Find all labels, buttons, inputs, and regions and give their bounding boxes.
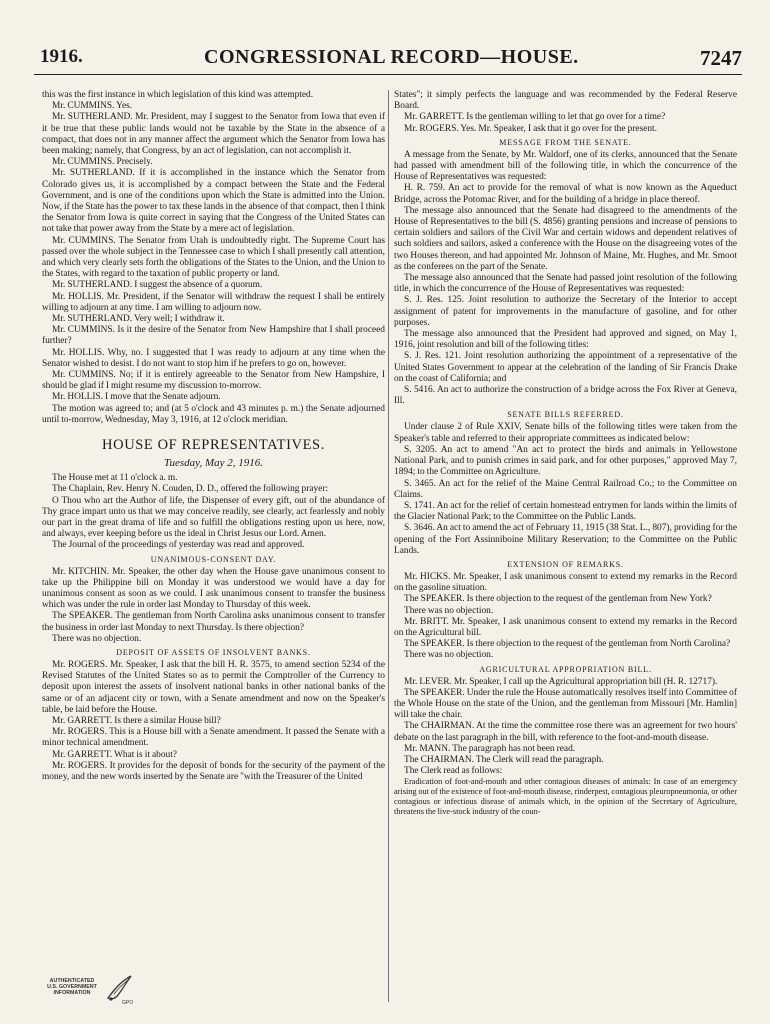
paragraph: Mr. ROGERS. This is a House bill with a Senate amendment. It passed the Senate with a minor technical amendment. [42, 727, 385, 749]
paragraph: There was no objection. [404, 605, 494, 616]
paragraph: S. 1741. An act for the relief of certain homestead entrymen for lands within the limits of the Glacier National Park; to the Committee on the Public Lands. [394, 500, 737, 523]
header-title: CONGRESSIONAL RECORD—HOUSE. [204, 46, 579, 68]
paragraph: Mr. SUTHERLAND. Mr. President, may I suggest to the Senator from Iowa that even if it be true that these public lands would not be taxable by the State in the absence of a compact, that does not in any manner affect the argument which the Senator from Iowa has been making; namely, that Congress, by an act of legislation, can not accomplish it. [42, 112, 385, 157]
paragraph: Mr. CUMMINS. The Senator from Utah is undoubtedly right. The Supreme Court has passed over the whole subject in the Tennessee case to which I shall presently call attention, and which very clearly sets forth the obligations of the States to the Union, and the Union to the States, with regard to the taxation of public property or land. [42, 235, 385, 280]
paragraph: Mr. KITCHIN. Mr. Speaker, the other day when the House gave unanimous consent to take up the Philippine bill on Monday it was understood we would have a day for unanimous consent as soon as we could. I ask unanimous consent to transfer the business which was under the rule in order last Monday to Thursday of this week. [42, 566, 385, 611]
paragraph: The SPEAKER. The gentleman from North Carolina asks unanimous consent to transfer the business in order last Monday to next Thursday. Is there objection? [42, 611, 385, 633]
house-heading: HOUSE OF REPRESENTATIVES. [102, 437, 325, 454]
paragraph: Mr. HOLLIS. Mr. President, if the Senator will withdraw the request I shall be entirely willing to adjourn at any time. I am willing to adjourn now. [42, 291, 385, 313]
section-heading: AGRICULTURAL APPROPRIATION BILL. [479, 664, 652, 674]
paragraph: Mr. GARRETT. What is it about? [52, 749, 177, 760]
paragraph: S. J. Res. 121. Joint resolution authorizing the appointment of a representative of the United States Government to appear at the celebration of the landing of Sir Francis Drake on the coast of California; and [394, 351, 737, 384]
column-divider [388, 90, 389, 1002]
paragraph: S. 5416. An act to authorize the construction of a bridge across the Fox River at Geneva, Ill. [394, 385, 737, 407]
paragraph: Mr. SUTHERLAND. I suggest the absence of a quorum. [52, 280, 263, 291]
paragraph: Mr. SUTHERLAND. Very well; I withdraw it. [52, 314, 225, 325]
left-column [42, 90, 385, 783]
gpo-label: GPO [122, 1000, 134, 1006]
paragraph: S. 3646. An act to amend the act of February 11, 1915 (38 Stat. L., 807), providing for the opening of the Fort Assinniboine Military Reservation; to the Committee on the Public Lands. [394, 523, 737, 556]
paragraph: Mr. BRITT. Mr. Speaker, I ask unanimous consent to extend my remarks in the Record on the Agricultural bill. [394, 616, 737, 638]
paragraph: The Chaplain, Rev. Henry N. Couden, D. D., offered the following prayer: [52, 484, 329, 495]
paragraph: There was no objection. [404, 650, 494, 661]
paragraph: The CHAIRMAN. At the time the committee rose there was an agreement for two hours' debate on the last paragraph in the bill, with reference to the foot-and-mouth disease. [394, 721, 737, 743]
paragraph: Mr. HOLLIS. Why, no. I suggested that I was ready to adjourn at any time when the Senator wished to desist. I do not want to stop him if he prefers to go on, however. [42, 347, 385, 369]
paragraph: Mr. ROGERS. Mr. Speaker, I ask that the bill H. R. 3575, to amend section 5234 of the Revised Statutes of the United States so as to permit the Comptroller of the Currency to deposit upon interest the assets of insolvent national banks in other national banks of the same or of an adjacent city or town, with a Senate amendment and now on the Speaker's table, be laid before the House. [42, 659, 385, 715]
paragraph: The SPEAKER. Under the rule the House automatically resolves itself into Committee of the Whole House on the state of the Union, and the gentleman from Missouri [Mr. Hamlin] will take the chair. [394, 687, 737, 721]
paragraph: Mr. CUMMINS. Precisely. [52, 157, 153, 168]
paragraph: Mr. CUMMINS. No; if it is entirely agreeable to the Senator from New Hampshire, I should be glad if I might resume my discussion to-morrow. [42, 370, 385, 392]
paragraph: Mr. GARRETT. Is there a similar House bill? [52, 715, 221, 726]
paragraph: Mr. HICKS. Mr. Speaker, I ask unanimous consent to extend my remarks in the Record on the gasoline situation. [394, 571, 737, 594]
paragraph: The message also announced that the President had approved and signed, on May 1, 1916, joint resolution and bill of the following titles: [394, 329, 737, 351]
paragraph: Under clause 2 of Rule XXIV, Senate bills of the following titles were taken from the Speaker's table and referred to their appropriate committees as indicated below: [394, 422, 737, 444]
paragraph: H. R. 759. An act to provide for the removal of what is now known as the Aqueduct Bridge, across the Potomac River, and for the building of a bridge in place thereof. [394, 183, 737, 205]
senate-proceedings [42, 90, 385, 426]
paragraph: S. 3205. An act to amend "An act to protect the birds and animals in Yellowstone National Park, and to punish crimes in said park, and for other purposes," approved May 7, 1894; to the Committee on Agriculture. [394, 444, 737, 478]
header-rule [34, 74, 742, 75]
paragraph: S. J. Res. 125. Joint resolution to authorize the Secretary of the Interior to accept assignment of patent for improvements in the manufacture of gasoline, and for other purposes. [394, 295, 737, 328]
paragraph: A message from the Senate, by Mr. Waldorf, one of its clerks, announced that the Senate had passed with amendment bill of the following title, in which the concurrence of the House of Representatives was requested: [394, 149, 737, 183]
quote-paragraph: Eradication of foot-and-mouth and other contagious diseases of animals: In case of an emergency arising out of the existence of foot-and-mouth disease, rinderpest, contagious pleuropneumonia, or other contagious or infectious disease of animals which, in the opinion of the Secretary of Agriculture, threatens the live-stock industry of the coun- [394, 777, 737, 817]
section-heading: DEPOSIT OF ASSETS OF INSOLVENT BANKS. [116, 647, 311, 657]
paragraph: S. 3465. An act for the relief of the Maine Central Railroad Co.; to the Committee on Claims. [394, 478, 737, 500]
right-column [394, 90, 737, 817]
paragraph: this was the first instance in which legislation of this kind was attempted. [42, 90, 314, 100]
section-heading: EXTENSION OF REMARKS. [507, 559, 624, 569]
paragraph: The House met at 11 o'clock a. m. [52, 473, 178, 484]
paragraph: Mr. HOLLIS. I move that the Senate adjourn. [52, 392, 221, 403]
paragraph: The SPEAKER. Is there objection to the request of the gentleman from New York? [404, 594, 712, 605]
paragraph: The message also announced that the Senate had disagreed to the amendments of the House of Representatives to the bill (S. 4856) granting pensions and increase of pensions to certain soldiers and sailors of the Civil War and certain widows and dependent relatives of such soldiers and sailors, asked a conference with the House on the disagreeing votes of the two Houses thereon, and had appointed Mr. Johnson of Maine, Mr. Hughes, and Mr. Smoot as the conferees on the part of the Senate. [394, 205, 737, 272]
paragraph: Mr. LEVER. Mr. Speaker, I call up the Agricultural appropriation bill (H. R. 12717). [404, 676, 718, 687]
paragraph: Mr. ROGERS. Yes. Mr. Speaker, I ask that it go over for the present. [404, 123, 657, 134]
prayer-paragraph: O Thou who art the Author of life, the Dispenser of every gift, out of the abundance of Thy grace impart unto us that we may conceive readily, see clearly, act fearlessly and nobly our part in the great drama of life and so fulfill the obligations resting upon us here, now, and always, ever keeping before us the ideal in Christ Jesus our Lord. Amen. [42, 495, 385, 540]
paragraph: Mr. GARRETT. Is the gentleman willing to let that go over for a time? [404, 112, 666, 123]
paragraph: The Journal of the proceedings of yesterday was read and approved. [52, 540, 305, 551]
paragraph: The CHAIRMAN. The Clerk will read the paragraph. [404, 754, 604, 765]
gpo-seal-text: AUTHENTICATED U.S. GOVERNMENT INFORMATION [47, 978, 97, 997]
gpo-authentication-seal [40, 970, 140, 1010]
paragraph: The Clerk read as follows: [404, 766, 503, 777]
paragraph: Mr. SUTHERLAND. If it is accomplished in the instance which the Senator from Colorado gives us, it is accomplished by a compact between the State and the Federal Government, and is one of the conditions upon which the State is admitted into the Union. Now, if the State has the power to tax these lands in the absence of that compact, then I think the Senator from Iowa is quite correct in saying that the Congress of the United States can not take that power away from the State by a mere act of legislation. [42, 168, 385, 235]
paragraph: Mr. CUMMINS. Yes. [52, 101, 133, 112]
record-page [34, 46, 742, 1006]
section-heading: UNANIMOUS-CONSENT DAY. [150, 554, 277, 564]
paragraph: The motion was agreed to; and (at 5 o'clock and 43 minutes p. m.) the Senate adjourned until to-morrow, Wednesday, May 3, 1916, at 12 o'clock meridian. [42, 403, 385, 425]
header-year: 1916. [40, 46, 83, 67]
paragraph: The SPEAKER. Is there objection to the request of the gentleman from North Carolina? [404, 639, 731, 650]
paragraph: Mr. ROGERS. It provides for the deposit of bonds for the security of the payment of the money, and the new words inserted by the Senate are "with the Treasurer of the United [42, 760, 385, 782]
page-header [34, 46, 742, 76]
bill-quote [394, 777, 737, 817]
paragraph: Mr. MANN. The paragraph has not been read. [404, 743, 576, 754]
header-page-number: 7247 [700, 46, 742, 70]
paragraph: The message also announced that the Senate had passed joint resolution of the following title, in which the concurrence of the House of Representatives was requested: [394, 273, 737, 295]
section-heading: SENATE BILLS REFERRED. [507, 410, 624, 420]
date-heading: Tuesday, May 2, 1916. [164, 457, 263, 470]
paragraph: States"; it simply perfects the language and was recommended by the Federal Reserve Board. [394, 90, 737, 112]
paragraph: Mr. CUMMINS. Is it the desire of the Senator from New Hampshire that I shall proceed further? [42, 325, 385, 347]
paragraph: There was no objection. [52, 633, 142, 644]
section-heading: MESSAGE FROM THE SENATE. [499, 137, 632, 147]
